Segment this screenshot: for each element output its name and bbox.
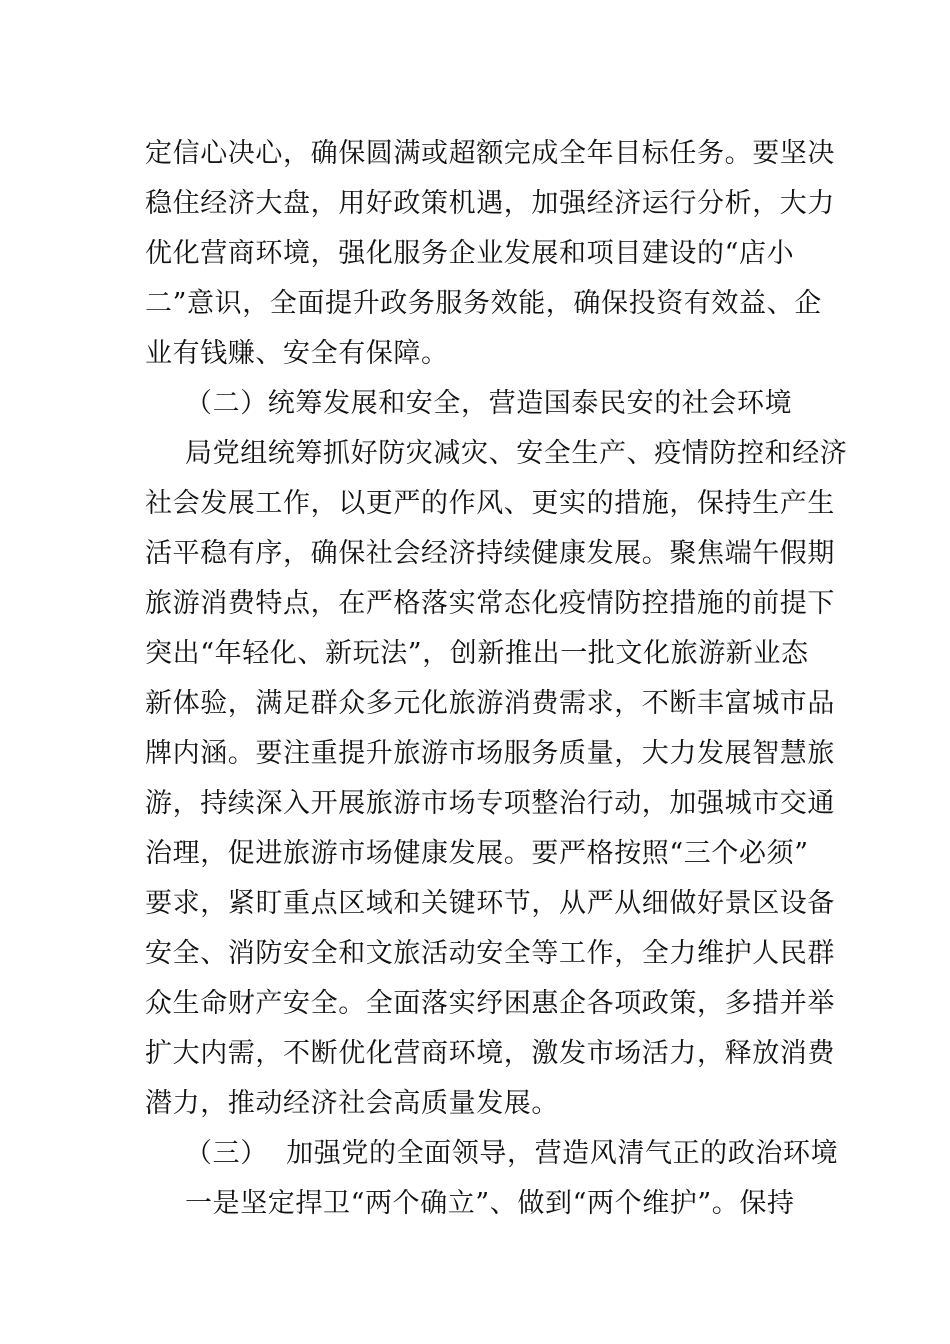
- text-line: 安全、消防安全和文旅活动安全等工作，全力维护人民群: [145, 938, 835, 969]
- text-line: 治理，促进旅游市场健康发展。要严格按照“三个必须”: [145, 838, 809, 869]
- section-heading-2: （二）统筹发展和安全，营造国泰民安的社会环境: [185, 388, 793, 419]
- text-line: 二”意识，全面提升政务服务效能，确保投资有效益、企: [145, 288, 822, 319]
- text-line: 旅游消费特点，在严格落实常态化疫情防控措施的前提下: [145, 588, 835, 619]
- text-line: 潜力，推动经济社会高质量发展。: [145, 1088, 559, 1119]
- text-line: 众生命财产安全。全面落实纾困惠企各项政策，多措并举: [145, 988, 835, 1019]
- text-line: 定信心决心，确保圆满或超额完成全年目标任务。要坚决: [145, 138, 835, 169]
- text-line: 游，持续深入开展旅游市场专项整治行动，加强城市交通: [145, 788, 835, 819]
- text-line: 局党组统筹抓好防灾减灾、安全生产、疫情防控和经济: [185, 438, 848, 469]
- text-line: 稳住经济大盘，用好政策机遇，加强经济运行分析，大力: [145, 188, 835, 219]
- text-line: 社会发展工作，以更严的作风、更实的措施，保持生产生: [145, 488, 835, 519]
- text-line: 要求，紧盯重点区域和关键环节，从严从细做好景区设备: [145, 888, 835, 919]
- text-line: 扩大内需，不断优化营商环境，激发市场活力，释放消费: [145, 1038, 835, 1069]
- text-line: 一是坚定捍卫“两个确立”、做到“两个维护”。保持: [185, 1188, 795, 1219]
- text-line: 牌内涵。要注重提升旅游市场服务质量，大力发展智慧旅: [145, 738, 835, 769]
- text-line: 优化营商环境，强化服务企业发展和项目建设的“店小: [145, 238, 795, 269]
- text-line: 新体验，满足群众多元化旅游消费需求，不断丰富城市品: [145, 688, 835, 719]
- text-line: 业有钱赚、安全有保障。: [145, 338, 449, 369]
- text-line: 活平稳有序，确保社会经济持续健康发展。聚焦端午假期: [145, 538, 835, 569]
- section-heading-3: （三） 加强党的全面领导，营造风清气正的政治环境: [185, 1138, 839, 1169]
- text-line: 突出“年轻化、新玩法”，创新推出一批文化旅游新业态: [145, 638, 809, 669]
